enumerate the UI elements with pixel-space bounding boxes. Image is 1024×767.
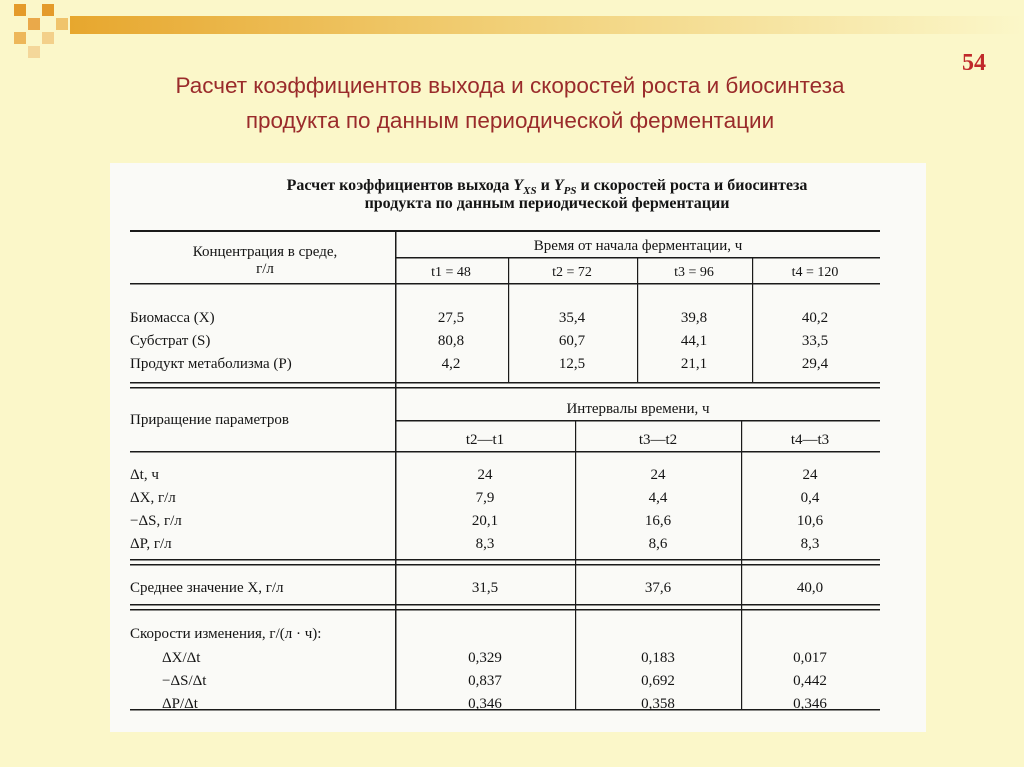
rate-cell: 0,346 xyxy=(468,696,502,712)
scanned-table xyxy=(110,163,926,732)
slide-title xyxy=(60,68,960,138)
concentration-cell: 35,4 xyxy=(558,310,586,326)
interval-column-header: t3—t2 xyxy=(638,432,678,448)
slide-title-line-1: Расчет коэффициентов выхода и скоростей роста и биосинтеза xyxy=(175,73,845,98)
mean-value-cell: 40,0 xyxy=(796,580,824,596)
col-divider-t2-t3 xyxy=(637,257,638,382)
concentration-row-label: Биомасса (X) xyxy=(130,310,215,326)
increment-cell: 20,1 xyxy=(471,513,499,529)
increment-row-label: Δt, ч xyxy=(130,467,159,483)
concentration-header-line-1: Концентрация в среде, xyxy=(192,244,338,260)
increment-cell: 8,6 xyxy=(648,536,668,552)
concentration-cell: 60,7 xyxy=(558,333,586,349)
rate-rows xyxy=(162,650,827,712)
concentration-cell: 39,8 xyxy=(680,310,708,326)
rule-block1-end-a xyxy=(130,382,880,384)
rule-block1-end-b xyxy=(130,387,880,389)
increment-label: Приращение параметров xyxy=(130,412,290,428)
increment-cell: 4,4 xyxy=(648,490,668,506)
increment-cell: 10,6 xyxy=(796,513,824,529)
concentration-header-line-2: г/л xyxy=(256,261,274,277)
rate-cell: 0,692 xyxy=(641,673,675,689)
increment-cell: 8,3 xyxy=(475,536,495,552)
increment-row-label: ΔX, г/л xyxy=(130,490,176,506)
interval-column-header: t2—t1 xyxy=(465,432,505,448)
rate-cell: 0,017 xyxy=(793,650,827,666)
concentration-cell: 80,8 xyxy=(437,333,465,349)
table-svg xyxy=(110,163,926,732)
rate-cell: 0,183 xyxy=(641,650,675,666)
increment-cell: 24 xyxy=(802,467,818,483)
increment-row-label: ΔP, г/л xyxy=(130,536,172,552)
concentration-cell: 27,5 xyxy=(437,310,465,326)
time-column-header: t1 = 48 xyxy=(431,265,471,280)
rule-block2-end-a xyxy=(130,559,880,561)
time-columns xyxy=(431,265,838,280)
rate-row-label: −ΔS/Δt xyxy=(162,673,207,689)
rule-header-bottom xyxy=(130,283,880,285)
col-divider-main xyxy=(395,230,397,709)
col-divider-t1-t2 xyxy=(508,257,509,382)
concentration-row-label: Субстрат (S) xyxy=(130,333,211,349)
increment-cell: 24 xyxy=(477,467,493,483)
rule-block2-end-b xyxy=(130,564,880,566)
increment-cell: 0,4 xyxy=(800,490,820,506)
concentration-cell: 4,2 xyxy=(441,356,461,372)
rate-cell: 0,358 xyxy=(641,696,675,712)
rule-mean-end-b xyxy=(130,609,880,611)
mean-label: Среднее значение X, г/л xyxy=(130,580,284,596)
slide-title-line-2: продукта по данным периодической ферментации xyxy=(245,108,775,133)
table-caption-line-2: продукта по данным периодической ферментации xyxy=(364,195,730,212)
mean-value-cell: 37,6 xyxy=(644,580,672,596)
increment-cell: 24 xyxy=(650,467,666,483)
increment-cell: 7,9 xyxy=(475,490,495,506)
rate-cell: 0,346 xyxy=(793,696,827,712)
time-column-header: t4 = 120 xyxy=(791,265,839,280)
concentration-cell: 12,5 xyxy=(558,356,586,372)
rate-cell: 0,442 xyxy=(793,673,827,689)
concentration-cell: 33,5 xyxy=(801,333,829,349)
table-caption-line-1: Расчет коэффициентов выхода $Y_{XS}$ и $Y_{PS}$ и скоростей роста и биосинтеза xyxy=(286,177,808,197)
rule-bottom xyxy=(130,709,880,711)
interval-column-header: t4—t3 xyxy=(790,432,830,448)
rate-cell: 0,837 xyxy=(468,673,502,689)
rule-mean-end-a xyxy=(130,604,880,606)
rate-row-label: ΔX/Δt xyxy=(162,650,201,666)
time-column-header: t2 = 72 xyxy=(552,265,592,280)
rule-interval-header xyxy=(395,420,880,422)
col-divider-t3-t4 xyxy=(752,257,753,382)
increment-rows xyxy=(130,467,824,552)
col-divider-int1 xyxy=(575,420,576,709)
concentration-cell: 44,1 xyxy=(680,333,708,349)
rate-row-label: ΔP/Δt xyxy=(162,696,198,712)
rule-top xyxy=(130,230,880,232)
rule-block2-header-bottom xyxy=(130,451,880,453)
mean-values xyxy=(472,580,823,596)
rates-label: Скорости изменения, г/(л · ч): xyxy=(130,626,322,642)
header-accent-bar xyxy=(70,16,1024,34)
col-divider-int2 xyxy=(741,420,742,709)
mean-value-cell: 31,5 xyxy=(471,580,499,596)
rate-cell: 0,329 xyxy=(468,650,502,666)
concentration-cell: 40,2 xyxy=(801,310,829,326)
increment-cell: 8,3 xyxy=(800,536,820,552)
concentration-row-label: Продукт метаболизма (P) xyxy=(130,356,292,372)
interval-columns xyxy=(466,432,829,448)
time-header: Время от начала ферментации, ч xyxy=(533,238,743,254)
concentration-cell: 29,4 xyxy=(801,356,829,372)
interval-header: Интервалы времени, ч xyxy=(566,401,710,417)
time-column-header: t3 = 96 xyxy=(674,265,714,280)
concentration-rows xyxy=(130,310,829,372)
increment-cell: 16,6 xyxy=(644,513,672,529)
slide-number: 54 xyxy=(962,50,986,76)
concentration-cell: 21,1 xyxy=(680,356,708,372)
increment-row-label: −ΔS, г/л xyxy=(130,513,182,529)
